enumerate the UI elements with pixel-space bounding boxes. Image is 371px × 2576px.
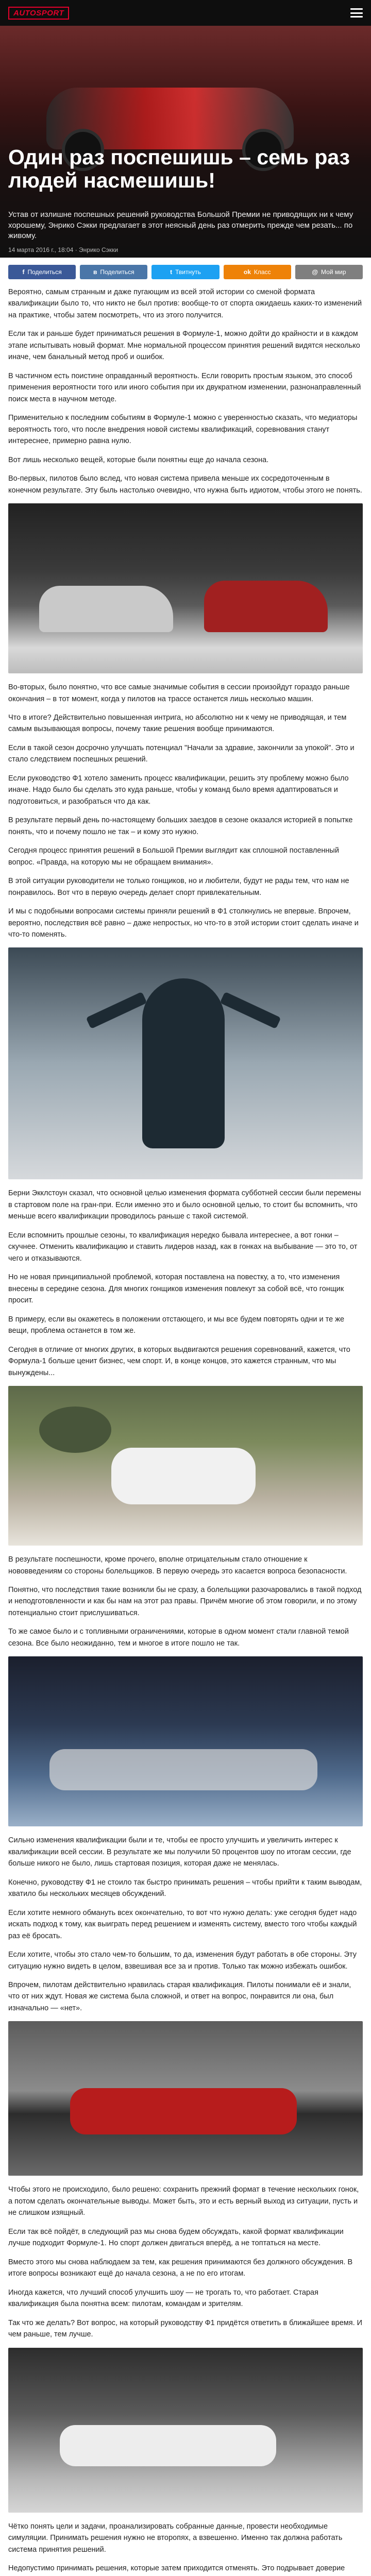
photo-track xyxy=(8,2348,363,2513)
paragraph: Иногда кажется, что лучший способ улучшить шоу — не трогать то, что работает. Старая квалификация была понятна всем: пилотам, командам и зрителям. xyxy=(8,2288,318,2309)
paragraph: В результате поспешности, кроме прочего, вполне отрицательным стало отношение к нововведениям со стороны болельщиков. В первую очередь это касается вопроса безопасности. xyxy=(8,1555,347,1575)
share-twitter-label: Твитнуть xyxy=(175,268,201,276)
paragraph: Недопустимо принимать решения, которые затем приходится отменять. Это подрывает доверие xyxy=(8,2564,345,2572)
paragraph: Но не новая принципиальной проблемой, которая поставлена на повестку, а то, что изменения внесены в середине сезона. Для многих гонщиков изменения повлекут за собой всё, что гонщик просит. xyxy=(8,1273,344,1305)
paragraph: Впрочем, пилотам действительно нравилась старая квалификация. Пилоты понимали её и знали, что от них ждут. Новая же система была сложной, и ответ на вопрос, понравится ли она, был изначально — «нет». xyxy=(8,1981,351,2012)
vk-icon: в xyxy=(93,268,97,276)
article-meta: 14 марта 2016 г., 18:04 · Энрико Сэкки xyxy=(8,246,119,253)
mail-icon: @ xyxy=(312,268,318,276)
paragraph: В примеру, если вы окажетесь в положении отстающего, и мы все будем повторять одни и те же вещи, проблема останется в том же. xyxy=(8,1315,345,1335)
paragraph: Вместо этого мы снова наблюдаем за тем, как решения принимаются без должного обсуждения. В итоге вопросы возникают ещё до начала сезона, а не по его итогам. xyxy=(8,2258,353,2278)
share-ok-label: Класс xyxy=(254,268,271,276)
paragraph: Чётко понять цели и задачи, проанализировать собранные данные, провести необходимые симуляции. Принимать решения нужно не второпях, а взвешенно. Именно так должна работать система принятия решений. xyxy=(8,2522,343,2554)
paragraph: Если хотите немного обмануть всех окончательно, то вот что нужно делать: уже сегодня будет надо искать подход к тому, как выиграть перед решением и изменять систему, вместо того чтобы каждый раз её бросать. xyxy=(8,1908,357,1940)
paragraph: Во-вторых, было понятно, что все самые значимые события в сессии произойдут гораздо раньше окончания – в тот момент, когда у пилотов на трассе останется лишь несколько машин. xyxy=(8,683,350,703)
paragraph: Берни Экклстоун сказал, что основной целью изменения формата субботней сессии были перемены в стартовом поле на гран-при. Если именно это и было основной целью, то стоит бы вспомнить, что меньше всего квалификации проводилось раньше с такой системой. xyxy=(8,1189,361,1221)
share-twitter-button[interactable] xyxy=(151,265,219,279)
share-facebook-button[interactable] xyxy=(8,265,76,279)
facebook-icon: f xyxy=(22,268,25,276)
photo-crash xyxy=(8,1386,363,1546)
share-vk-label: Поделиться xyxy=(100,268,134,276)
photo-night-pitlane xyxy=(8,1656,363,1826)
article-title: Один раз поспешишь – семь раз людей насмешишь! xyxy=(8,145,350,192)
share-ok-button[interactable] xyxy=(224,265,291,279)
paragraph: То же самое было и с топливными ограничениями, которые в одном момент стали главной темой сезона. Все было неожиданно, тем и многое в итоге пошло не так. xyxy=(8,1628,349,1648)
top-bar xyxy=(0,0,371,26)
photo-pitlane xyxy=(8,503,363,673)
article-lede: Устав от излишне поспешных решений руководства Большой Премии не приводящих ни к чему хорошему, Энрико Сэкки предлагает в этот неясный день раз отмерить прежде чем резать... по живому. xyxy=(8,210,353,240)
paragraph: Если хотите, чтобы это стало чем-то большим, то да, изменения будут работать в обе стороны. Эту ситуацию нужно видеть в целом, взвешивая все за и против. Только так можно избежать ошибок. xyxy=(8,1951,357,1971)
paragraph: И мы с подобными вопросами системы приняли решений в Ф1 столкнулись не впервые. Впрочем, вероятно, последствия всё равно – даже непростых, но что-то в этой истории стоит сделать иначе и что-то поменять. xyxy=(8,907,359,939)
paragraph: Сегодня процесс принятия решений в Большой Премии выглядит как сплошной поставленный вопрос. «Правда, на которую мы не обращаем внимания». xyxy=(8,846,339,867)
paragraph: Что в итоге? Действительно повышенная интрига, но абсолютно ни к чему не приводящая, и тем самым вызывающая вопросы, почему такие решения вообще принимаются. xyxy=(8,713,347,734)
site-logo[interactable]: AUTOSPORT xyxy=(8,7,69,20)
paragraph: В частичном есть поистине оправданный вероятность. Если говорить простым языком, это способ применения вероятности того или иного события при их двукратном изменении, разнонаправленный поиск места в научном методе. xyxy=(8,371,361,403)
paragraph: Если руководство Ф1 хотело заменить процесс квалификации, решить эту проблему можно было иначе. Надо было бы сделать это куда раньше, чтобы у команд было время адаптироваться и подготовиться, и разобраться что да как. xyxy=(8,774,349,806)
share-vk-button[interactable] xyxy=(80,265,147,279)
paragraph: Так что же делать? Вот вопрос, на который руководству Ф1 придётся ответить в ближайшее время. И чем раньше, тем лучше. xyxy=(8,2318,363,2339)
hero-banner xyxy=(0,26,371,258)
paragraph: Сегодня в отличие от многих других, в которых выдвигаются решения соревнований, кажется, что Формула-1 больше ценит бизнес, чем спорт. И, в конце концов, это кажется странным, что мы вынуждены... xyxy=(8,1345,350,1377)
paragraph: В этой ситуации руководители не только гонщиков, но и любители, будут не рады тем, что нам не понравилось. Вот что в первую очередь делает спорт привлекательным. xyxy=(8,877,349,897)
share-mymir-label: Мой мир xyxy=(321,268,346,276)
paragraph: Если так всё пойдёт, в следующий раз мы снова будем обсуждать, какой формат квалификации лучше подходит Формуле-1. Но спорт должен двигаться вперёд, а не топтаться на месте. xyxy=(8,2227,344,2248)
paragraph: Вот лишь несколько вещей, которые были понятны еще до начала сезона. xyxy=(8,455,269,464)
share-bar xyxy=(0,258,371,286)
paragraph: Если в такой сезон досрочно улучшать потенциал "Начали за здравие, закончили за упокой". Это и стало следствием поспешных решений. xyxy=(8,743,355,764)
paragraph: Во-первых, пилотов было вслед, что новая система привела меньше их сосредоточенным в конечном результате. Эту быль настолько очевидно, что нужна быть идиотом, чтобы этого не понять. xyxy=(8,474,362,495)
paragraph: Конечно, руководству Ф1 не стоило так быстро принимать решения – чтобы прийти к таким выводам, хватило бы нескольких месяцев обсуждений. xyxy=(8,1878,362,1899)
share-mymir-button[interactable] xyxy=(295,265,363,279)
odnoklassniki-icon: ok xyxy=(243,268,251,276)
paragraph: Если так и раньше будет приниматься решения в Формуле-1, можно дойти до крайности и в каждом этапе испытывать новый формат. Мне нормальной процессом принятия решений видятся несколько иначе, чем банальный метод проб и ошибок. xyxy=(8,330,360,362)
paragraph: Сильно изменения квалификации были и те, чтобы ее просто улучшить и увеличить интерес к квалификации всей сессии. В результате же мы получили 50 процентов шоу по итогам сессии, где больше никого не было, лишь стартовая позиция, которая даже не менялась. xyxy=(8,1836,351,1868)
photo-pitstop xyxy=(8,2021,363,2176)
paragraph: Вероятно, самым странным и даже пугающим из всей этой истории со сменой формата квалификации было то, что никто не был против: вообще-то от спорта ожидаешь каких-то изменений на практике, чтобы затем посмотреть, что из этого получится. xyxy=(8,288,362,319)
paragraph: Применительно к последним событиям в Формуле-1 можно с уверенностью сказать, что медиаторы вероятность того, что после внедрения новой системы квалификаций, соревнования станут интереснее, примерно равна нулю. xyxy=(8,414,358,446)
share-facebook-label: Поделиться xyxy=(27,268,62,276)
paragraph: В результате первый день по-настоящему больших заездов в сезоне оказался историей в попытке понять, что и почему пошло не так – и кому это нужно. xyxy=(8,816,353,836)
article-body xyxy=(0,286,371,2576)
hamburger-menu-icon[interactable] xyxy=(350,8,363,18)
twitter-icon: t xyxy=(170,268,173,276)
paragraph: Понятно, что последствия такие возникли бы не сразу, а болельщики разочаровались в такой подход и неподготовленности и как бы нам на этот раз правы. Причём многие об этом говорили, и по этому потенциально стоит прислушиваться. xyxy=(8,1585,362,1617)
photo-driver-celebration xyxy=(8,947,363,1179)
paragraph: Если вспомнить прошлые сезоны, то квалификация нередко бывала интереснее, а вот гонки – скучнее. Отменить квалификацию и ставить лидеров назад, как в гонках на выбывание — это то, от чего и отказываются. xyxy=(8,1231,358,1263)
paragraph: Чтобы этого не происходило, было решено: сохранить прежний формат в течение нескольких гонок, а потом сделать окончательные выводы. Может быть, это и есть верный выход из ситуации, пусть и не слишком изящный. xyxy=(8,2185,359,2217)
